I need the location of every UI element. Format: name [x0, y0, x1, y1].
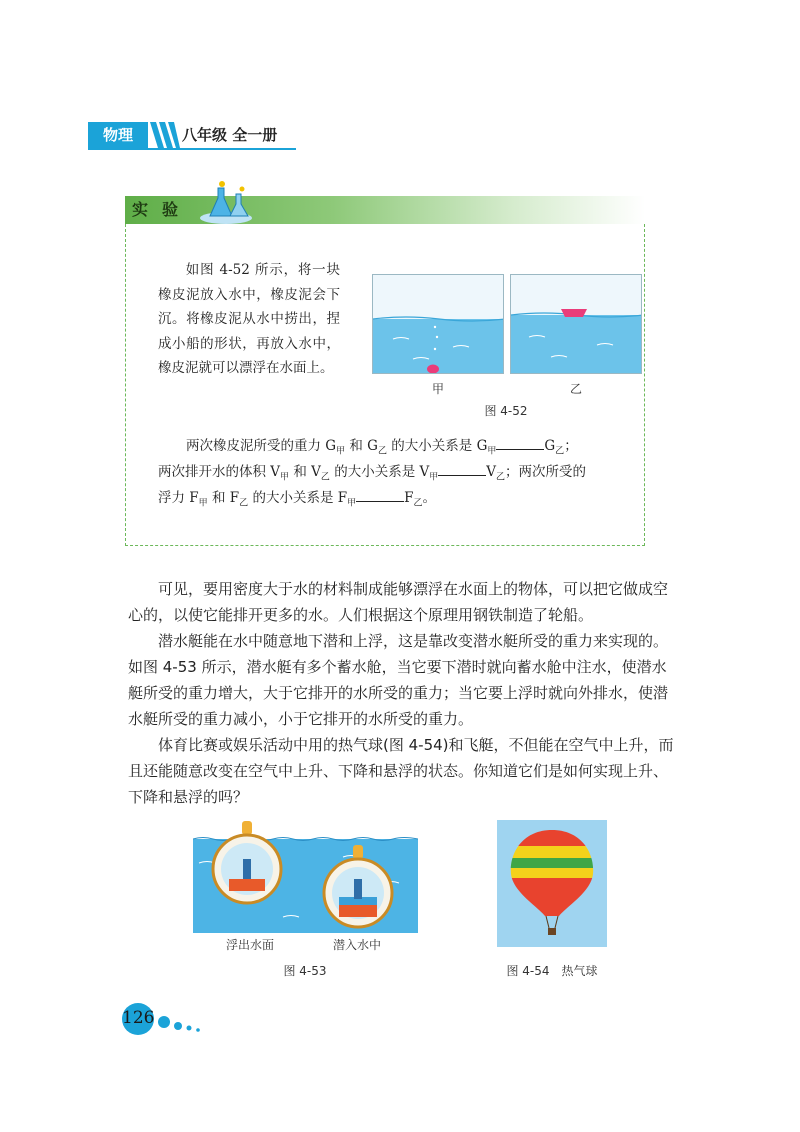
body-paragraph-1: 可见，要用密度大于水的材料制成能够漂浮在水面上的物体，可以把它做成空心的，以使它能排开更多的水。人们根据这个原理用钢铁制造了轮船。	[128, 580, 669, 624]
figure-hot-air-balloon	[497, 820, 607, 947]
figure-label-surfaced: 浮出水面	[225, 938, 274, 952]
figure-caption-4-54: 图 4-54 热气球	[506, 964, 598, 978]
question-buoyancy: 浮力 $F_甲$ 和 $F_乙$ 的大小关系是 $F_甲$ $F_乙$。	[158, 486, 436, 516]
answer-blank-volume[interactable]	[438, 461, 486, 476]
page-number: 126	[122, 1008, 155, 1028]
answer-blank-buoyancy[interactable]	[356, 487, 404, 502]
lab-flask-icon	[196, 180, 256, 224]
subject-tag: 物理	[88, 122, 148, 148]
grade-title: 八年级 全一册	[182, 126, 278, 144]
answer-blank-gravity[interactable]	[496, 435, 544, 450]
experiment-label: 实验	[132, 200, 193, 219]
body-paragraph-3: 体育比赛或娱乐活动中用的热气球(图 4-54)和飞艇，不但能在空气中上升，而且还能随意改变在空气中上升、下降和悬浮的状态。你知道它们是如何实现上升、下降和悬浮的吗？	[128, 736, 674, 806]
figure-label-submerged: 潜入水中	[332, 938, 381, 952]
figure-submarine	[193, 813, 418, 933]
figure-clay-sinking	[372, 274, 504, 374]
figure-caption-4-52: 图 4-52	[484, 404, 528, 418]
header-underline	[88, 148, 296, 150]
body-paragraph-2: 潜水艇能在水中随意地下潜和上浮，这是靠改变潜水艇所受的重力来实现的。如图 4-53 所示，潜水艇有多个蓄水舱，当它要下潜时就向蓄水舱中注水，使潜水艇所受的重力增大，大于它排开的水所受的重力；当它要上浮时就向外排水，使潜水艇所受的重力减小，小于它排开的水所受的重力。	[128, 632, 669, 728]
figure-label-jia: 甲	[431, 382, 444, 396]
question-gravity: 两次橡皮泥所受的重力 $G_甲$ 和 $G_乙$ 的大小关系是 $G_甲$ $G_乙$；	[186, 434, 578, 464]
header-stripes	[148, 122, 180, 148]
question-volume: 两次排开水的体积 $V_甲$ 和 $V_乙$ 的大小关系是 $V_甲$ $V_乙$；两次所受的	[158, 460, 586, 490]
figure-label-yi: 乙	[569, 382, 582, 396]
experiment-paragraph-text: 如图 4-52 所示，将一块橡皮泥放入水中，橡皮泥会下沉。将橡皮泥从水中捞出，捏成小船的形状，再放入水中，橡皮泥就可以漂浮在水面上。	[158, 262, 340, 376]
figure-caption-4-53: 图 4-53	[283, 964, 327, 978]
experiment-paragraph	[158, 258, 340, 381]
figure-clay-boat-floating	[510, 274, 642, 374]
